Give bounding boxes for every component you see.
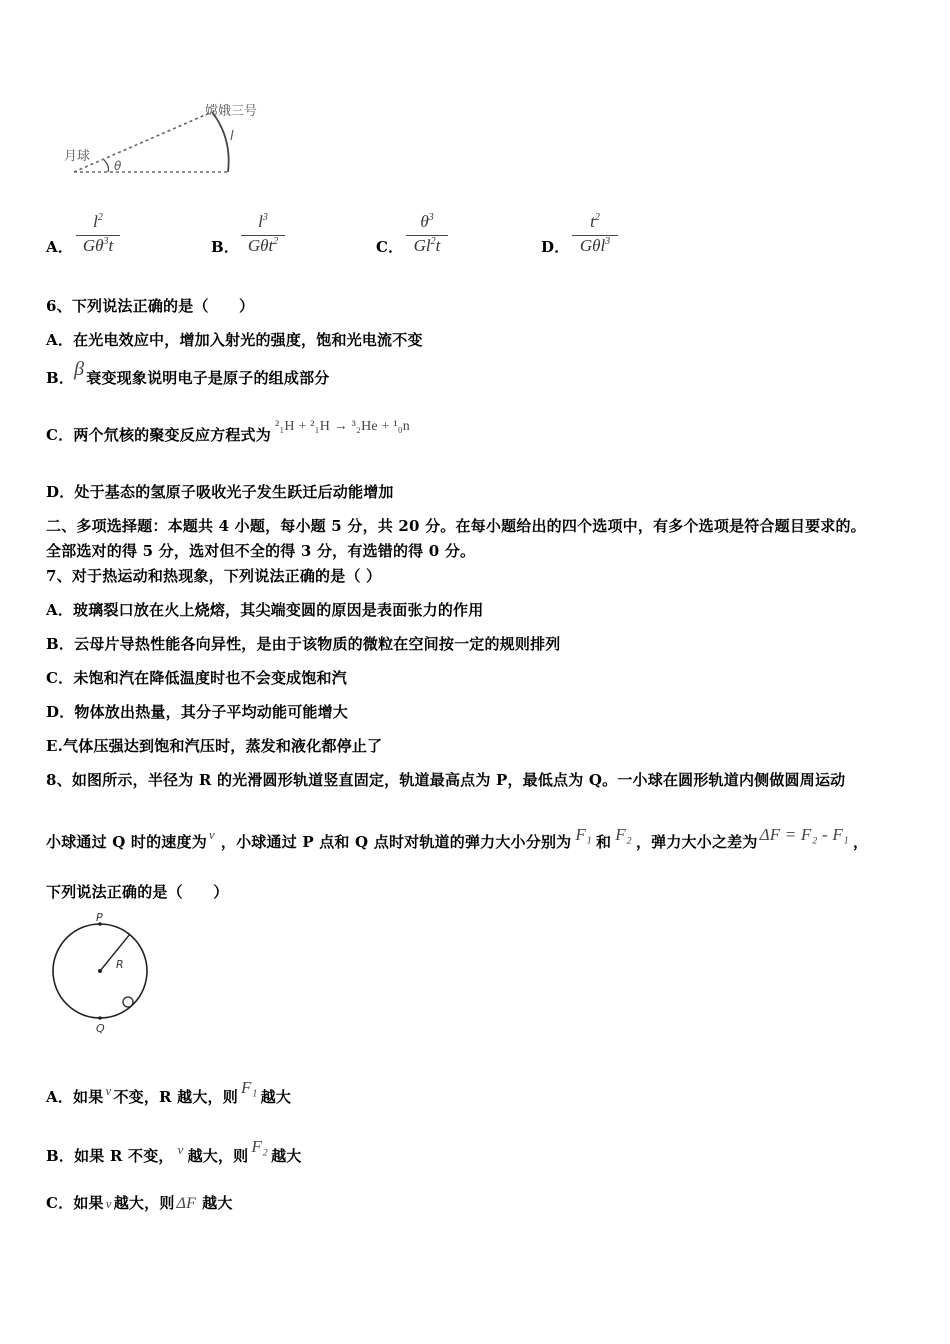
q5-c-den-sup: 2 — [430, 236, 436, 247]
moon-label: 月球 — [64, 149, 91, 164]
q8-line2 — [46, 825, 869, 852]
q5-option-c-fraction — [406, 212, 448, 260]
q5-option-b-letter: B． — [211, 238, 240, 256]
q6-option-a: A．在光电效应中，增加入射光的强度，饱和光电流不变 — [46, 331, 423, 349]
q7-stem: 7、对于热运动和热现象，下列说法正确的是（ ） — [46, 567, 382, 585]
f2-symbol: F₂ — [615, 825, 632, 844]
q6-stem: 6、下列说法正确的是（ ） — [46, 297, 255, 315]
q5-d-den-sup: 3 — [605, 236, 611, 247]
q5-a-den: Gθ — [82, 236, 104, 255]
q6-c-text: C．两个氘核的聚变反应方程式为 — [46, 426, 271, 444]
q8-l2-b: ，小球通过 P 点和 Q 点时对轨道的弹力大小分别为 — [220, 833, 572, 851]
q5-b-den-sup: 2 — [273, 236, 279, 247]
q8-option-c — [46, 1192, 233, 1213]
q8-line3: 下列说法正确的是（ ） — [46, 883, 229, 901]
q8-line1: 8、如图所示，半径为 R 的光滑圆形轨道竖直固定，轨道最高点为 P，最低点为 Q。一小球在圆形轨道内侧做圆周运动 — [46, 771, 846, 789]
q8-b-1: B．如果 R 不变， — [46, 1147, 174, 1165]
q5-b-den: Gθt — [247, 236, 274, 255]
q8-a-3: 越大 — [260, 1088, 292, 1106]
v-symbol: v — [105, 1083, 112, 1098]
angle-label: θ — [114, 159, 122, 173]
radius-line — [100, 934, 130, 971]
point-q-dot — [98, 1016, 102, 1020]
delta-f-equation: ΔF = F₂ - F₁ — [759, 825, 850, 844]
f1-symbol: F₁ — [240, 1078, 258, 1097]
q5-b-num: l — [258, 212, 263, 231]
arc-label: l — [230, 129, 234, 144]
delta-f-symbol: ΔF — [176, 1195, 197, 1212]
arc-l — [212, 112, 229, 172]
q8-l2-e: ， — [853, 833, 869, 851]
q5-a-num: l — [93, 212, 98, 231]
moon-to-probe-line — [74, 112, 212, 172]
q6-option-d: D．处于基态的氢原子吸收光子发生跃迁后动能增加 — [46, 483, 394, 501]
q7-option-d: D．物体放出热量，其分子平均动能可能增大 — [46, 703, 349, 721]
q5-d-num-sup: 2 — [594, 212, 600, 223]
q5-option-d-letter: D． — [541, 238, 570, 256]
q8-a-2: 不变，R 越大，则 — [113, 1088, 238, 1106]
q8-l2-d: ，弹力大小之差为 — [635, 833, 758, 851]
q6-option-b — [46, 358, 330, 389]
q6-option-c — [46, 419, 411, 445]
q8-l2-a: 小球通过 Q 时的速度为 — [46, 833, 207, 851]
section2-line1: 二、多项选择题：本题共 4 小题，每小题 5 分，共 20 分。在每小题给出的四个选项中，有多个选项是符合题目要求的。 — [46, 517, 866, 535]
q5-c-num-sup: 3 — [428, 212, 434, 223]
q8-option-a — [46, 1078, 292, 1107]
q8-c-2: 越大，则 — [113, 1194, 175, 1212]
q8-b-3: 越大 — [271, 1147, 302, 1165]
beta-symbol: β — [74, 358, 85, 380]
q7-option-c: C．未饱和汽在降低温度时也不会变成饱和汽 — [46, 669, 347, 687]
point-p-label: P — [96, 911, 103, 924]
q5-option-b-fraction — [241, 212, 285, 260]
q5-a-den-tail: t — [108, 236, 114, 255]
q5-c-den-tail: t — [435, 236, 441, 255]
q5-a-den-sup: 3 — [103, 236, 109, 247]
q8-a-1: A．如果 — [46, 1088, 104, 1106]
q8-c-1: C．如果 — [46, 1194, 104, 1212]
q5-b-num-sup: 3 — [262, 212, 268, 223]
q8-b-2: 越大，则 — [187, 1147, 249, 1165]
q5-a-num-sup: 2 — [97, 212, 103, 223]
v-symbol: v — [105, 1196, 112, 1211]
ball — [123, 997, 133, 1007]
q5-d-num: t — [590, 212, 595, 231]
q6-b-text: 衰变现象说明电子是原子的组成部分 — [86, 369, 330, 387]
angle-arc — [104, 160, 109, 172]
circle-track-figure — [46, 910, 156, 1036]
satellite-figure — [60, 98, 280, 182]
q5-c-den: Gl — [413, 236, 431, 255]
point-q-label: Q — [96, 1022, 105, 1035]
v-symbol: v — [208, 827, 215, 842]
section2-line2: 全部选对的得 5 分，选对但不全的得 3 分，有选错的得 0 分。 — [46, 542, 476, 560]
q6-b-letter: B． — [46, 369, 75, 387]
q8-c-3: 越大 — [202, 1194, 233, 1212]
v-symbol: v — [177, 1142, 184, 1157]
probe-label: 嫦娥三号 — [205, 104, 258, 119]
q7-option-e: E.气体压强达到饱和汽压时，蒸发和液化都停止了 — [46, 737, 383, 755]
radius-label: R — [116, 958, 124, 971]
q5-option-a-letter: A． — [46, 238, 74, 256]
q7-option-b: B．云母片导热性能各向异性，是由于该物质的微粒在空间按一定的规则排列 — [46, 635, 561, 653]
q7-option-a: A．玻璃裂口放在火上烧熔，其尖端变圆的原因是表面张力的作用 — [46, 601, 484, 619]
q8-option-b — [46, 1137, 302, 1166]
q5-d-den: Gθl — [579, 236, 606, 255]
f2-symbol: F₂ — [251, 1137, 269, 1156]
q5-option-a-fraction — [76, 212, 120, 260]
q5-option-d-fraction — [572, 212, 618, 260]
q5-c-num: θ — [420, 212, 429, 231]
q5-option-c-letter: C． — [376, 238, 404, 256]
f1-symbol: F₁ — [575, 825, 593, 844]
fusion-equation: ²₁H + ²₁H → ³₂He + ¹₀n — [274, 419, 411, 434]
q8-l2-c: 和 — [596, 833, 612, 851]
